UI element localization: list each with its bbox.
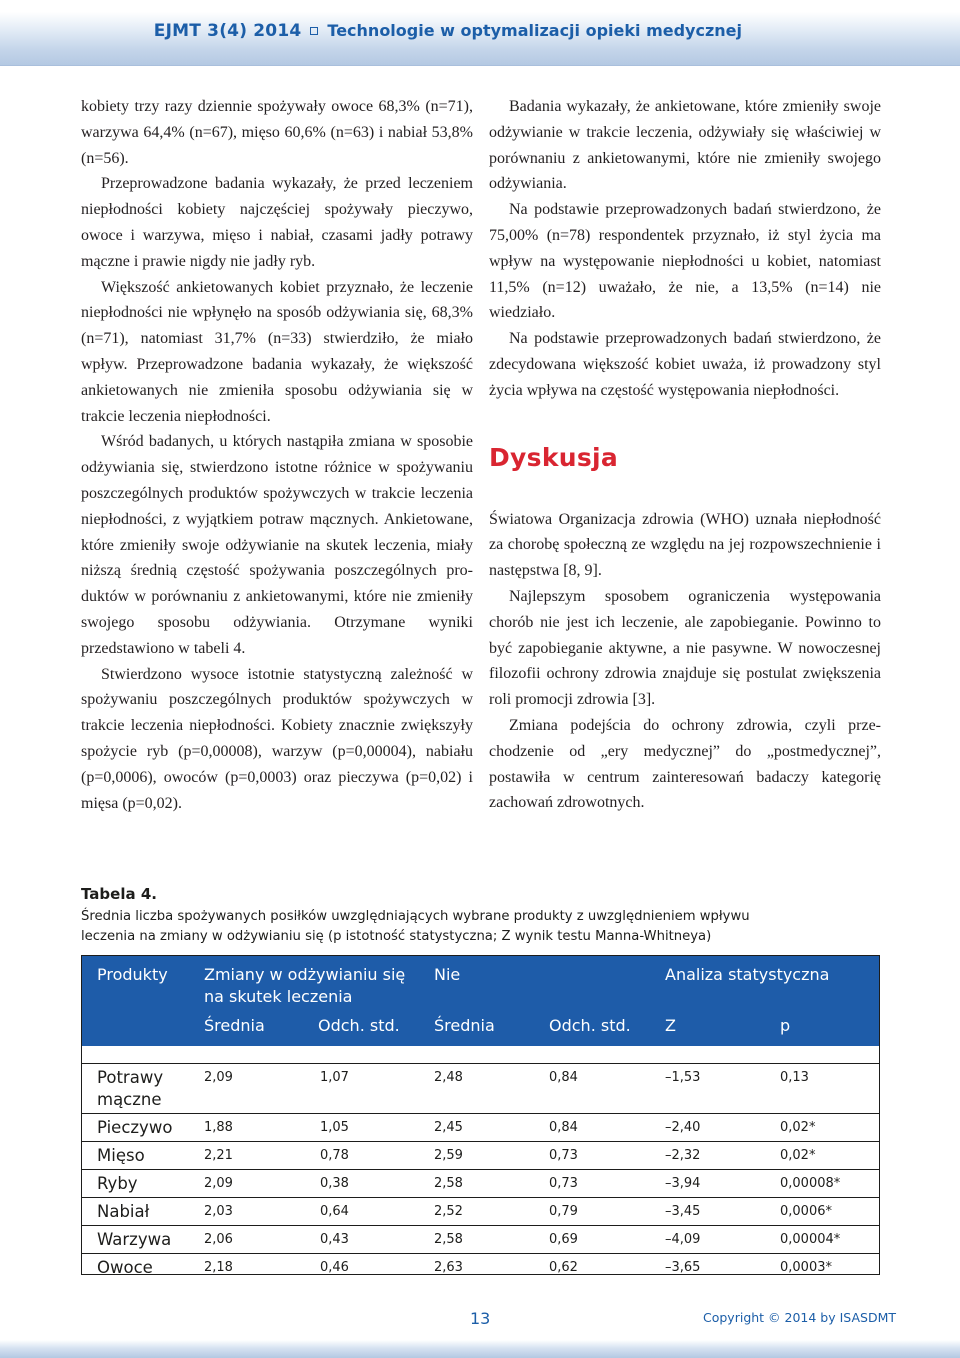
cell: 0,13 — [780, 1070, 809, 1085]
cell: 2,09 — [204, 1176, 233, 1191]
cell: 1,88 — [204, 1120, 233, 1135]
table-row — [82, 1197, 879, 1225]
paragraph: Większość ankietowanych kobiet przyznało, że leczenie niepłodności nie wpłynęło na sposób odżywiania się, 68,3% (n=71), natomiast 31,7% (n=33) stwierdziło, że miało wpływ. Przeprowadzone badania wykazały, że większość ankietowanych nie zmieniła sposobu odżywiania się w trakcie leczenia niepłodności. — [81, 278, 473, 425]
cell: 1,07 — [320, 1070, 349, 1085]
subheader-z: Z — [665, 1016, 676, 1035]
cell: 2,59 — [434, 1148, 463, 1163]
cell: –4,09 — [665, 1232, 701, 1247]
table-caption — [81, 884, 881, 947]
paragraph: Wśród badanych, u których nastąpiła zmiana w sposobie odżywiania się, stwierdzono istotne różnice w spożywaniu poszczególnych produktów spożywczych w trakcie leczenia niepłodności, z wyjątkiem potraw mącznych. Ankietowane, które zmieniły swoje odżywianie na skutek leczenia, miały niższą średnią częstość spożywania poszczególnych produktów w porównaniu z ankietowanymi, które nie zmieniły swojego sposobu odżywiania. Otrzymane wyniki przedstawiono w tabeli 4. — [81, 433, 473, 657]
cell: 0,84 — [549, 1070, 578, 1085]
subheader-p: p — [780, 1016, 791, 1035]
paragraph: Badania wykazały, że ankietowane, które zmieniły swoje odżywianie w trakcie leczenia, odżywiały się właściwiej w porównaniu z ankietowanymi, które nie zmieniły swojego odżywiania. — [489, 98, 881, 193]
cell: 0,02* — [780, 1120, 816, 1135]
column-header-analiza: Analiza statystyczna — [665, 965, 830, 984]
cell: 2,63 — [434, 1260, 463, 1275]
cell: 1,05 — [320, 1120, 349, 1135]
table-row — [82, 1113, 879, 1141]
cell: 0,73 — [549, 1148, 578, 1163]
cell: 2,52 — [434, 1204, 463, 1219]
cell: –1,53 — [665, 1070, 701, 1085]
paragraph: Światowa Organizacja zdrowia (WHO) uznała niepłodność za chorobę społeczną ze względu na jej rozpowszechnienie i następstwa [8, 9]. — [489, 510, 881, 580]
cell-product: Ryby — [97, 1174, 138, 1193]
cell-product: Warzywa — [97, 1230, 172, 1249]
copyright-notice: Copyright © 2014 by ISASDMT — [703, 1310, 896, 1325]
journal-subtitle: Technologie w optymalizacji opieki medycznej — [327, 21, 742, 40]
table-header — [82, 956, 879, 1046]
subheader-srednia: Średnia — [434, 1016, 495, 1035]
cell: 0,0006* — [780, 1204, 832, 1219]
cell: 0,62 — [549, 1260, 578, 1275]
data-table — [81, 955, 880, 1275]
cell: –3,45 — [665, 1204, 701, 1219]
cell: 0,46 — [320, 1260, 349, 1275]
cell: 2,58 — [434, 1176, 463, 1191]
cell: 0,38 — [320, 1176, 349, 1191]
paragraph: Na podstawie przeprowadzonych badań stwierdzono, że zdecydowana większość kobiet uważa, iż prowadzony styl życia wpływa na częstość występowania niepłodności. — [489, 330, 881, 399]
cell: 0,02* — [780, 1148, 816, 1163]
cell: 2,45 — [434, 1120, 463, 1135]
table-row — [82, 1253, 879, 1281]
cell: 0,69 — [549, 1232, 578, 1247]
paragraph: Najlepszym sposobem ograniczenia występowania chorób nie jest ich leczenie, ale zapobieganie. Powinno to być zapobieganie aktywne, a nie pasywne. W nowoczesnej filozofii ochrony zdrowia znajduje się postulat zwiększenia roli promocji zdrowia [3]. — [489, 587, 881, 709]
journal-title: EJMT 3(4) 2014 — [153, 21, 302, 41]
cell: 0,78 — [320, 1148, 349, 1163]
cell: 0,43 — [320, 1232, 349, 1247]
cell: 0,64 — [320, 1204, 349, 1219]
subheader-srednia: Średnia — [204, 1016, 265, 1035]
cell-product: Mięso — [97, 1146, 145, 1165]
table-row — [82, 1225, 879, 1253]
column-header-nie: Nie — [434, 965, 461, 984]
paragraph: Zmiana podejścia do ochrony zdrowia, czyli przechodzenie od „ery medycznej” do „postmedycznej”, postawiła w centrum zainteresowań badaczy kategorię zachowań zdrowotnych. — [489, 716, 881, 812]
cell-product: Potrawy mączne — [97, 1068, 164, 1109]
cell: 2,09 — [204, 1070, 233, 1085]
cell: 2,21 — [204, 1148, 233, 1163]
table-caption-title: Tabela 4. — [81, 885, 157, 903]
cell: 0,79 — [549, 1204, 578, 1219]
page-number: 13 — [470, 1309, 491, 1328]
subheader-odch-std: Odch. std. — [549, 1016, 631, 1035]
paragraph: Na podstawie przeprowadzonych badań stwierdzono, że 75,00% (n=78) respondentek przyznało, iż styl życia ma wpływ na występowanie niepłodności u kobiet, natomiast 11,5% (n=12) uważało, że nie, a 13,5% (n=14) nie wiedziało. — [489, 201, 881, 322]
left-column — [81, 94, 473, 816]
column-header-zmiany: Zmiany w odżywianiu się na skutek leczenia — [204, 965, 406, 1006]
cell: 0,84 — [549, 1120, 578, 1135]
cell: –2,40 — [665, 1120, 701, 1135]
section-heading: Dyskusja — [489, 442, 619, 472]
cell-product: Pieczywo — [97, 1118, 173, 1137]
square-bullet-icon — [310, 27, 318, 35]
cell: 2,48 — [434, 1070, 463, 1085]
table-row — [82, 1169, 879, 1197]
subheader-odch-std: Odch. std. — [318, 1016, 400, 1035]
cell: 2,58 — [434, 1232, 463, 1247]
paragraph: Przeprowadzone badania wykazały, że przed leczeniem niepłodności kobiety najczęściej spożywały pieczywo, owoce i warzywa, mięso i nabiał, czasami jadły potrawy mączne i prawie nigdy nie jadły ryb. — [81, 175, 473, 270]
cell: 0,73 — [549, 1176, 578, 1191]
table-caption-line: Średnia liczba spożywanych posiłków uwzględniających wybrane produkty z uwzględnieniem wpływu — [81, 909, 750, 924]
cell: 2,06 — [204, 1232, 233, 1247]
cell: 0,00008* — [780, 1176, 841, 1191]
cell: 2,03 — [204, 1204, 233, 1219]
paragraph: kobiety trzy razy dziennie spożywały owoce 68,3% (n=71), warzywa 64,4% (n=67), mięso 60,6% (n=63) i nabiał 53,8% (n=56). — [81, 98, 473, 167]
cell: –3,94 — [665, 1176, 701, 1191]
table-row — [82, 1063, 879, 1113]
cell-product: Nabiał — [97, 1202, 150, 1221]
right-column — [489, 94, 881, 816]
cell: 0,00004* — [780, 1232, 841, 1247]
header-divider — [0, 65, 960, 66]
cell-product: Owoce — [97, 1258, 153, 1277]
running-header — [154, 21, 742, 41]
table-row — [82, 1141, 879, 1169]
cell: 2,18 — [204, 1260, 233, 1275]
column-header-produkty: Produkty — [97, 965, 168, 984]
footer-band — [0, 1340, 960, 1358]
table-caption-line: leczenia na zmiany w odżywianiu się (p istotność statystyczna; Z wynik testu Manna-Whitneya) — [81, 929, 712, 944]
paragraph: Stwierdzono wysoce istotnie statystyczną zależność w spożywaniu poszczególnych produktów spożywczych w trakcie leczenia niepłodności. Kobiety znacznie zwiększyły spożycie ryb (p=0,00008), warzyw (p=0,00004), nabiału (p=0,0006), owoców (p=0,0003) oraz pieczywa (p=0,02) i mięsa (p=0,02). — [81, 665, 473, 812]
cell: –2,32 — [665, 1148, 701, 1163]
cell: –3,65 — [665, 1260, 701, 1275]
table-body — [82, 1063, 879, 1281]
cell: 0,0003* — [780, 1260, 832, 1275]
